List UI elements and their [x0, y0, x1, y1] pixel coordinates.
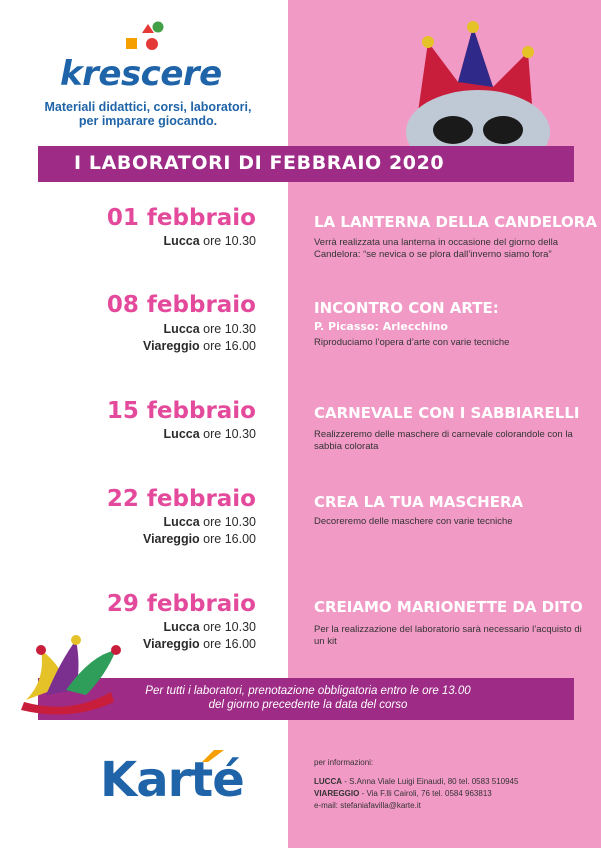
- event-location: Lucca ore 10.30 Viareggio ore 16.00: [142, 322, 256, 353]
- event-location: Lucca ore 10.30 Viareggio ore 16.00: [142, 620, 256, 651]
- tagline-prefix: per: [78, 114, 99, 128]
- info-email: e-mail: stefaniafavilla@karte.it: [314, 801, 421, 810]
- event-date: 08 febbraio: [106, 292, 256, 318]
- event-description: Per la realizzazione del laboratorio sarà necessario l’acquisto di un kit: [314, 624, 582, 647]
- booking-line2: del giorno precedente la data del corso: [208, 699, 408, 711]
- event-description: Riproduciamo l’opera d’arte con varie tecniche: [314, 337, 510, 348]
- page-title: I LABORATORI DI FEBBRAIO 2020: [74, 152, 445, 174]
- event-title: INCONTRO CON ARTE:: [314, 299, 499, 317]
- info-label: per informazioni:: [314, 758, 374, 767]
- event-date: 29 febbraio: [106, 591, 256, 617]
- event-title: CARNEVALE CON I SABBIARELLI: [314, 404, 580, 422]
- krescere-logo-text: krescere: [60, 54, 222, 94]
- event-title: CREIAMO MARIONETTE DA DITO: [314, 598, 583, 616]
- tagline-line1: Materiali didattici, corsi, laboratori,: [44, 100, 252, 114]
- event-location: Lucca ore 10.30: [163, 427, 256, 441]
- title-band: [38, 146, 574, 182]
- info-lucca: LUCCA - S.Anna Viale Luigi Einaudi, 80 tel. 0583 510945: [314, 777, 519, 786]
- event-date: 01 febbraio: [106, 205, 256, 231]
- event-description: Realizzeremo delle maschere di carnevale colorandole con la sabbia colorata: [314, 429, 573, 452]
- jester-hat-icon: [16, 630, 126, 720]
- info-viareggio: VIAREGGIO - Via F.lli Cairoli, 76 tel. 0584 963813: [314, 789, 492, 798]
- event-location: Lucca ore 10.30: [163, 234, 256, 248]
- booking-line1: Per tutti i laboratori, prenotazione obbligatoria entro le ore 13.00: [145, 685, 471, 697]
- tagline: [38, 100, 258, 128]
- event-date: 15 febbraio: [106, 398, 256, 424]
- event-title: LA LANTERNA DELLA CANDELORA: [314, 213, 597, 231]
- event-description: Decoreremo delle maschere con varie tecniche: [314, 516, 513, 527]
- event-date: 22 febbraio: [106, 486, 256, 512]
- event-title: CREA LA TUA MASCHERA: [314, 493, 524, 511]
- tagline-strong: imparare giocando.: [101, 114, 218, 128]
- event-description: Verrà realizzata una lanterna in occasione del giorno della Candelora: “se nevica o se plora dall’inverno siamo fora”: [314, 237, 558, 260]
- booking-notice: [98, 684, 518, 712]
- tagline-line2: [38, 114, 258, 128]
- event-subtitle: P. Picasso: Arlecchino: [314, 320, 448, 333]
- karte-logo: Karté: [100, 752, 244, 808]
- event-location: Lucca ore 10.30 Viareggio ore 16.00: [142, 515, 256, 546]
